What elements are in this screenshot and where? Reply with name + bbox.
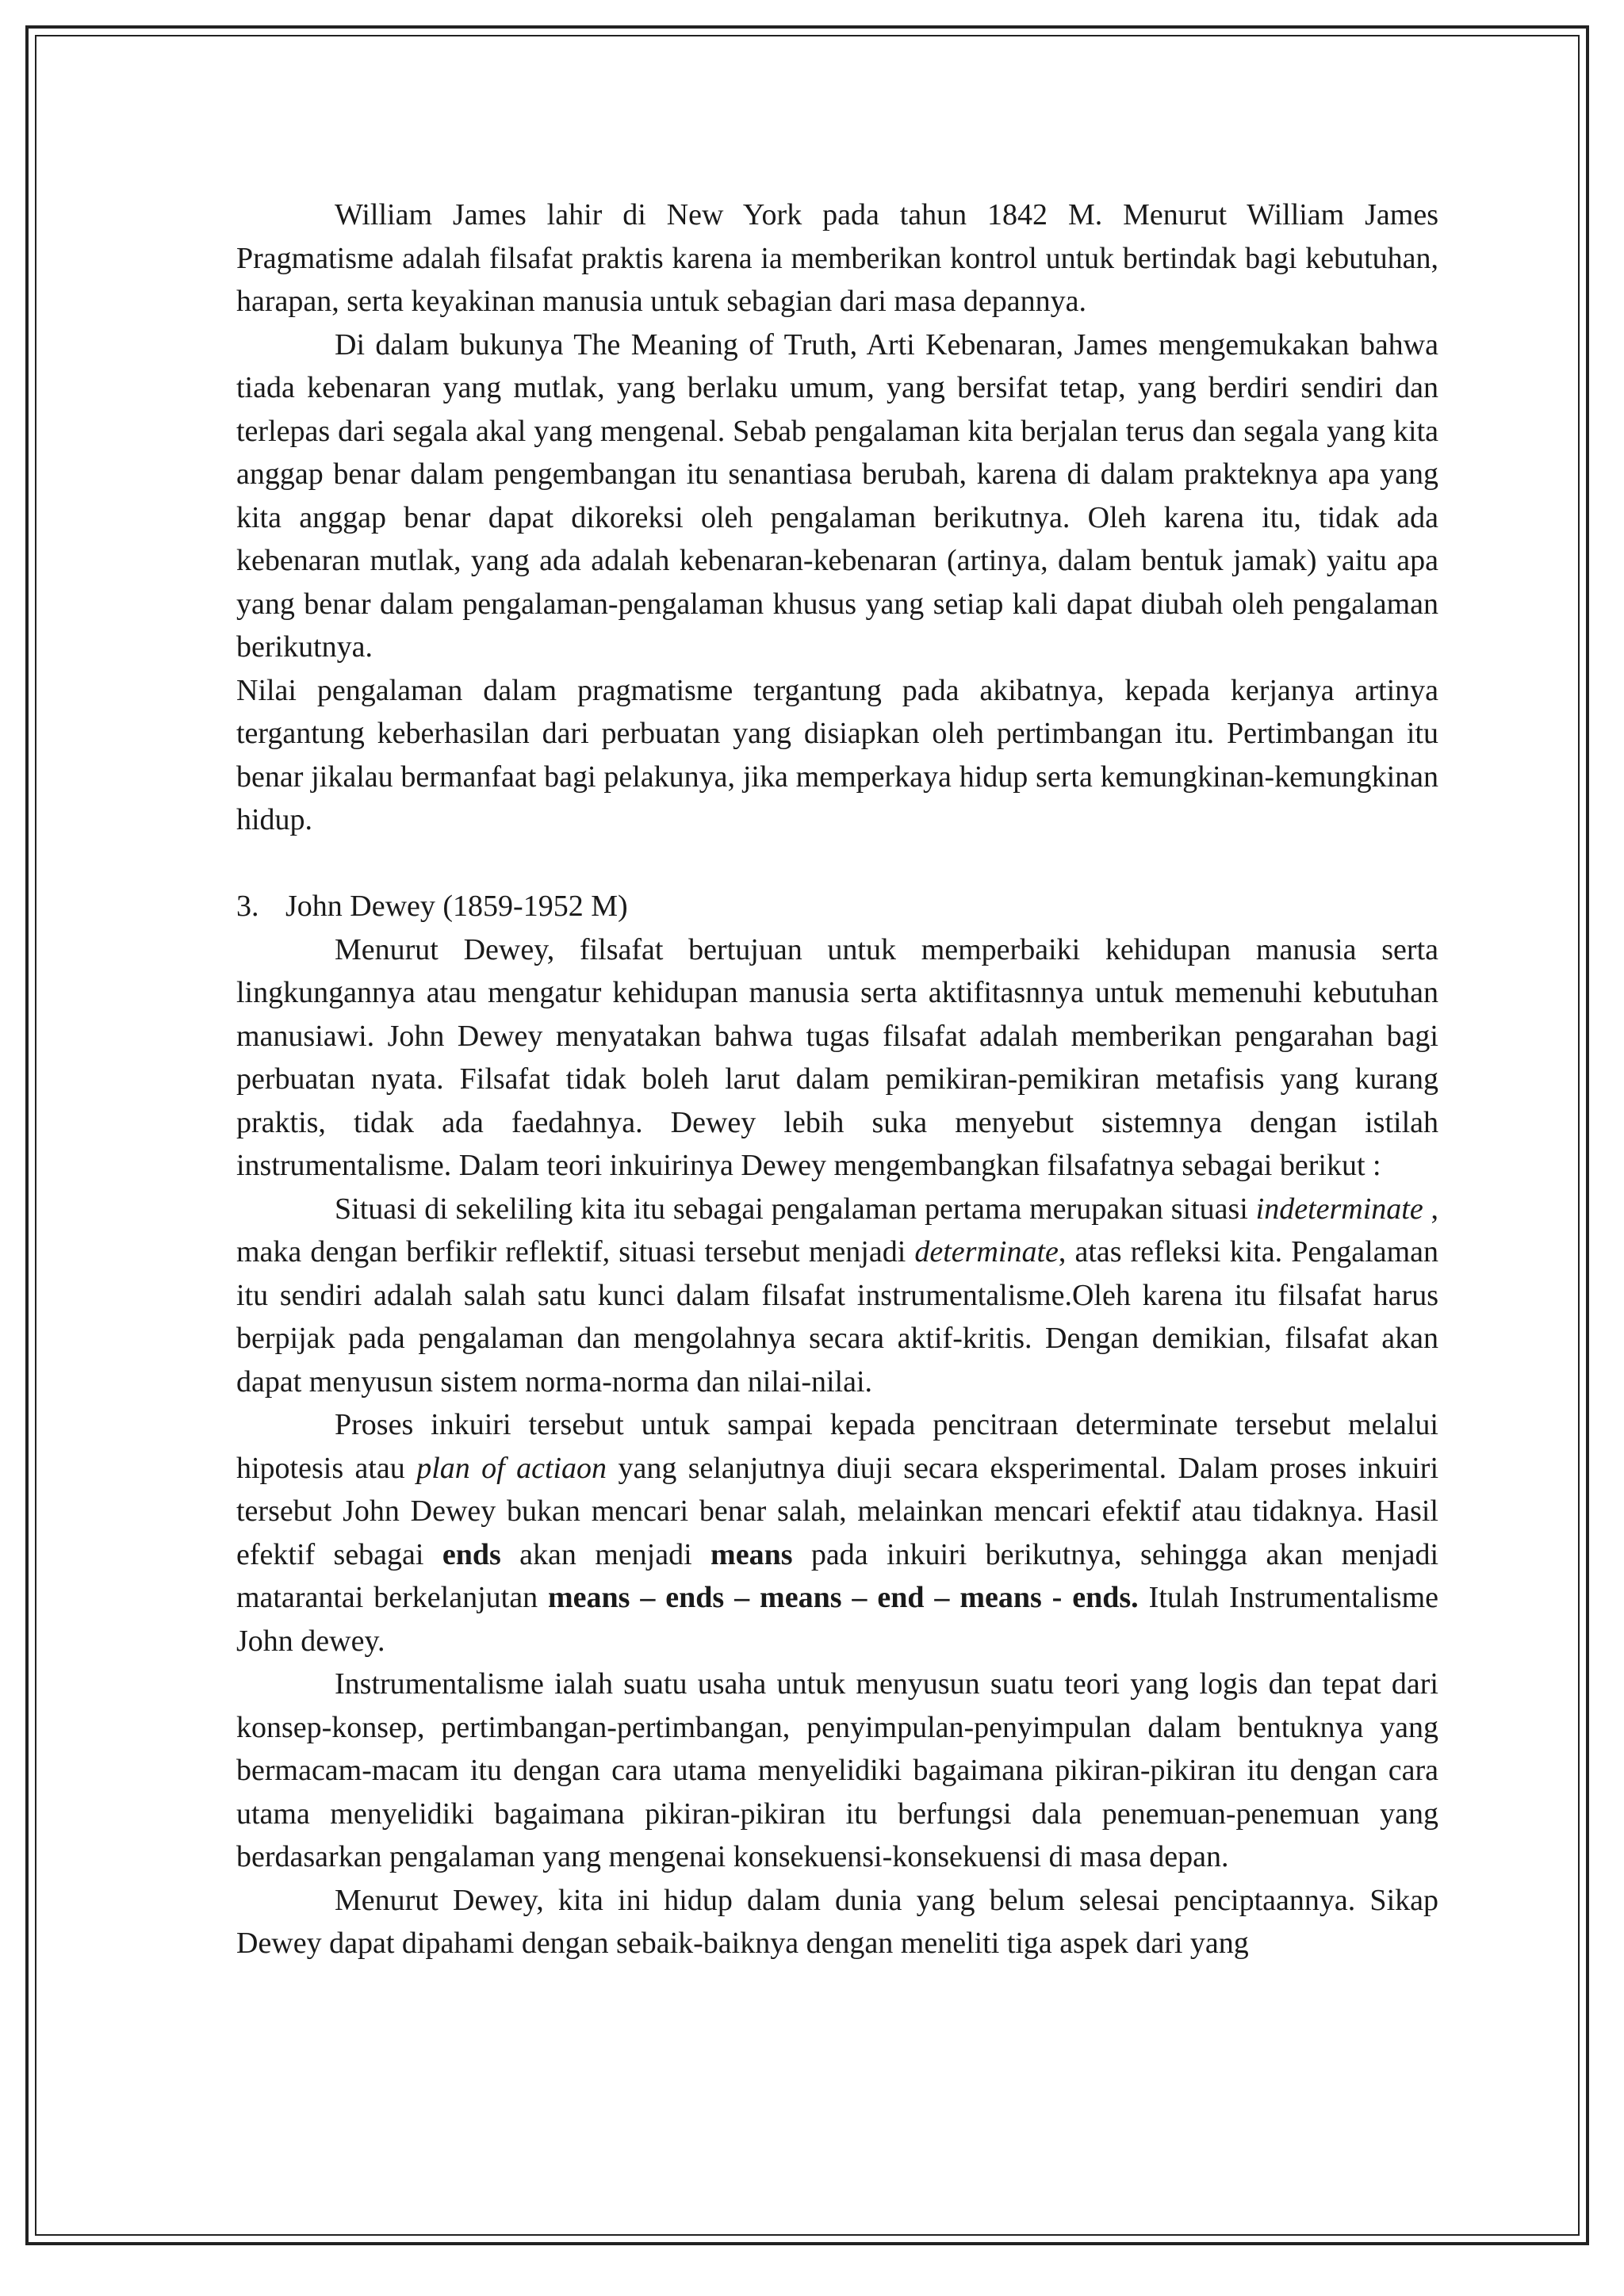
italic-term-indeterminate: indeterminate	[1255, 1192, 1423, 1226]
text-run: Itulah Instrumentalisme John dewey.	[236, 1581, 1438, 1658]
text-run: yang selanjutnya diuji secara eksperimental. Dalam proses inkuiri tersebut John Dewey bukan mencari benar salah, melainkan mencari efektif atau tidaknya. Hasil efektif sebagai	[236, 1451, 1439, 1571]
paragraph-instrumentalisme: Instrumentalisme ialah suatu usaha untuk menyusun suatu teori yang logis dan tepat dari konsep-konsep, pertimbangan-pertimbangan, penyimpulan-penyimpulan dalam bentuknya yang bermacam-macam itu dengan cara utama menyelidiki bagaimana pikiran-pikiran itu dengan cara utama menyelidiki bagaimana pikiran-pikiran itu berfungsi dala penemuan-penemuan yang berdasarkan pengalaman yang mengenai konsekuensi-konsekuensi di masa depan.	[236, 1667, 1438, 1873]
text-run: , atas refleksi kita. Pengalaman itu sendiri adalah salah satu kunci dalam filsafat instrumentalisme.Oleh karena itu filsafat harus berpijak pada pengalaman dan mengolahnya secara aktif-kritis. Dengan demikian, filsafat akan dapat menyusun sistem norma-norma dan nilai-nilai.	[236, 1235, 1438, 1399]
italic-term-determinate: determinate	[914, 1235, 1059, 1269]
bold-term-ends: ends	[442, 1537, 501, 1571]
paragraph-meaning-of-truth: Di dalam bukunya The Meaning of Truth, Arti Kebenaran, James mengemukakan bahwa tiada kebenaran yang mutlak, yang berlaku umum, yang bersifat tetap, yang berdiri sendiri dan terlepas dari segala akal yang mengenal. Sebab pengalaman kita berjalan terus dan segala yang kita anggap benar dalam pengembangan itu senantiasa berubah, karena di dalam prakteknya apa yang kita anggap benar dapat dikoreksi oleh pengalaman berikutnya. Oleh karena itu, tidak ada kebenaran mutlak, yang ada adalah kebenaran-kebenaran (artinya, dalam bentuk jamak) yaitu apa yang benar dalam pengalaman-pengalaman khusus yang setiap kali dapat diubah oleh pengalaman berikutnya.	[236, 327, 1438, 664]
text-run: , maka dengan berfikir reflektif, situasi tersebut menjadi	[236, 1192, 1438, 1269]
document-body	[236, 193, 1438, 1965]
text-run: pada inkuiri berikutnya, sehingga akan menjadi matarantai berkelanjutan	[236, 1537, 1439, 1614]
paragraph-spacer	[236, 842, 1438, 886]
bold-term-means: means	[710, 1537, 793, 1571]
paragraph-nilai-pengalaman: Nilai pengalaman dalam pragmatisme tergantung pada akibatnya, kepada kerjanya artinya tergantung keberhasilan dari perbuatan yang disiapkan oleh pertimbangan itu. Pertimbangan itu benar jikalau bermanfaat bagi pelakunya, jika memperkaya hidup serta kemungkinan-kemungkinan hidup.	[236, 673, 1438, 836]
text-run: Proses inkuiri tersebut untuk sampai kepada pencitraan determinate tersebut melalui hipotesis atau	[236, 1408, 1438, 1485]
paragraph-william-james-intro: William James lahir di New York pada tahun 1842 M. Menurut William James Pragmatisme adalah filsafat praktis karena ia memberikan kontrol untuk bertindak bagi kebutuhan, harapan, serta keyakinan manusia untuk sebagian dari masa depannya.	[236, 198, 1438, 318]
section-title: John Dewey (1859-1952 M)	[285, 890, 628, 923]
bold-term-chain: means – ends – means – end – means - ends.	[548, 1581, 1139, 1614]
text-run: akan menjadi	[500, 1537, 711, 1571]
paragraph-menurut-dewey: Menurut Dewey, kita ini hidup dalam dunia yang belum selesai penciptaannya. Sikap Dewey dapat dipahami dengan sebaik-baiknya dengan meneliti tiga aspek dari yang	[236, 1883, 1438, 1960]
section-heading-john-dewey	[236, 885, 1438, 928]
paragraph-dewey-filsafat: Menurut Dewey, filsafat bertujuan untuk memperbaiki kehidupan manusia serta lingkungannya atau mengatur kehidupan manusia serta aktifitasnnya untuk memenuhi kebutuhan manusiawi. John Dewey menyatakan bahwa tugas filsafat adalah memberikan pengarahan bagi perbuatan nyata. Filsafat tidak boleh larut dalam pemikiran-pemikiran metafisis yang kurang praktis, tidak ada faedahnya. Dewey lebih suka menyebut sistemnya dengan istilah instrumentalisme. Dalam teori inkuirinya Dewey mengembangkan filsafatnya sebagai berikut :	[236, 932, 1438, 1182]
paragraph-situasi	[236, 1188, 1438, 1404]
section-number: 3.	[236, 890, 259, 923]
paragraph-proses-inkuiri	[236, 1403, 1438, 1663]
italic-term-plan-of-action: plan of actiaon	[416, 1451, 607, 1485]
text-run: Situasi di sekeliling kita itu sebagai pengalaman pertama merupakan situasi	[335, 1192, 1256, 1226]
